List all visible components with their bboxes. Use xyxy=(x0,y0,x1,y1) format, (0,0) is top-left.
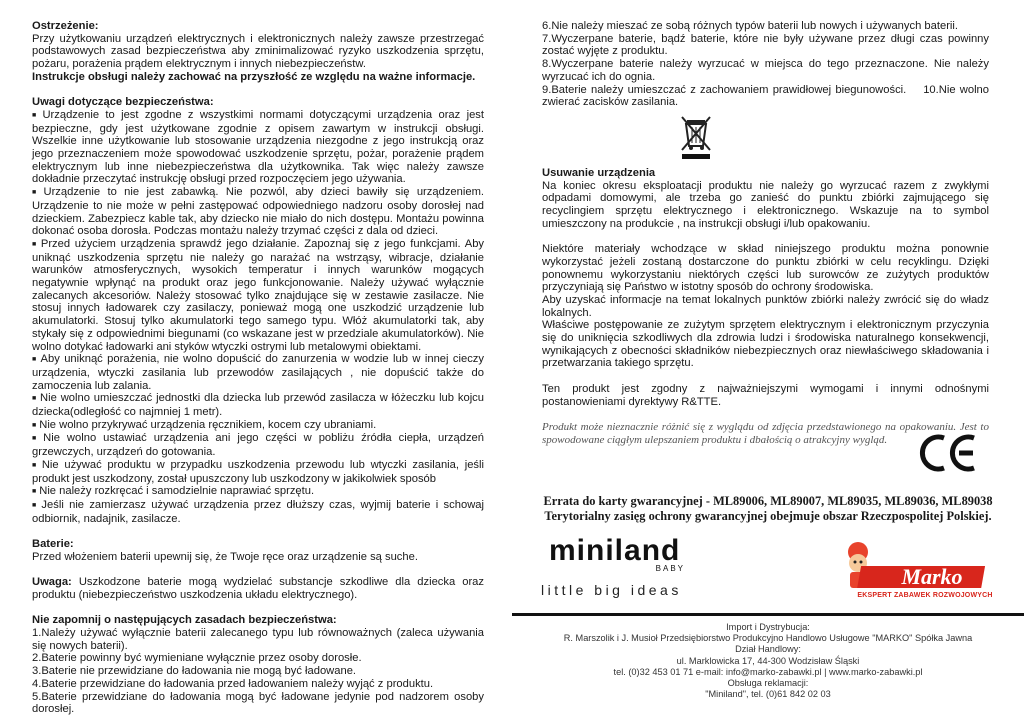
safety-item: ■ Nie wolno umieszczać jednostki dla dziecka lub przewód zasilacza w łóżeczku lub kojcu dziecka(odległość co najmniej 1 metr). xyxy=(32,392,484,419)
safety-item: ■ Nie należy rozkręcać i samodzielnie naprawiać sprzętu. xyxy=(32,485,315,498)
safety-item: ■ Jeśli nie zamierzasz używać urządzenia przez dłuższy czas, wyjmij baterie i schowaj odbiornik, nadajnik, zasilacze. xyxy=(32,499,484,525)
footer-line: ul. Marklowicka 17, 44-300 Wodzisław Śląski xyxy=(676,655,860,666)
errata-line-1: Errata do karty gwarancyjnej - ML89006, ML89007, ML89035, ML89036, ML89038 xyxy=(543,494,993,508)
footer xyxy=(512,622,1024,700)
rule-item: 5.Baterie przewidziane do ładowania mogą być ładowane jedynie pod nadzorem osoby dorosłej. xyxy=(32,690,484,716)
bullet-icon: ■ xyxy=(32,488,37,496)
batteries-title: Baterie: xyxy=(32,538,74,551)
bullet-icon: ■ xyxy=(32,421,37,429)
bullet-icon: ■ xyxy=(32,395,38,403)
rule-item: 7.Wyczerpane baterie, bądź baterie, które nie były używane przez długi czas powinny zostać wyjęte z produktu. xyxy=(542,32,989,58)
right-column xyxy=(542,20,989,447)
bullet-icon: ■ xyxy=(32,356,38,364)
disclaimer-text: Produkt może nieznacznie różnić się z wyglądu od zdjęcia przedstawionego na opakowaniu. Jest to spowodowane ciągłym ulepszaniem produktu i dbałością o atrakcyjny wygląd. xyxy=(542,420,989,446)
batteries-text: Przed włożeniem baterii upewnij się, że Twoje ręce oraz urządzenie są suche. xyxy=(32,550,418,563)
left-column xyxy=(32,20,484,716)
safety-item: ■ Przed użyciem urządzenia sprawdź jego działanie. Zapoznaj się z jego funkcjami. Aby uniknąć uszkodzenia sprzętu nie należy go narażać na wstrząsy, wibracje, działanie warunków atmosferycznych, wysokich temperatur i innych warunków mogących negatywnie wpłynąć na produkt oraz jego funkcjonowanie. Należy używać wyłącznie zalecanych akcesoriów. Należy stosować tylko znajdujące się w zestawie zasilacze. Nie stosuj innych ładowarek czy zasilaczy, ponieważ mogą one uszkodzić urządzenie lub akumulatorki. Stosuj tylko akumulatorki tego samego typu. Włóż akumulatorki tak, aby stykały się z odpowiednimi biegunami (co wskazane jest w przedziale akumulatorków). Nie wolno dotykać ładowarki ani styków wtyczki ostrymi lub metalowymi obiektami. xyxy=(32,237,485,353)
errata-line-2: Terytorialny zasięg ochrony gwarancyjnej obejmuje obszar Rzeczpospolitej Polskiej. xyxy=(544,509,992,523)
safety-title: Uwagi dotyczące bezpieczeństwa: xyxy=(32,96,214,109)
ce-mark-icon xyxy=(918,432,978,474)
bullet-icon: ■ xyxy=(32,502,39,509)
rule-item: 4.Baterie przewidziane do ładowania przed ładowaniem należy wyjąć z produktu. xyxy=(32,677,434,690)
footer-line: R. Marszolik i J. Musioł Przedsiębiorstwo Produkcyjno Handlowo Usługowe "MARKO" Spółka Jawna xyxy=(563,633,973,644)
warning-text: Przy użytkowaniu urządzeń elektrycznych i elektronicznych należy zawsze przestrzegać podstawowych zasad bezpieczeństwa aby zminimalizować ryzyko uszkodzenia sprzętu, pożaru, porażenia prądem elektrycznym i innych niebezpieczeństw. xyxy=(32,32,484,71)
disposal-paragraph: Właściwe postępowanie ze zużytym sprzętem elektrycznym i elektronicznym przyczynia się do uniknięcia szkodliwych dla zdrowia ludzi i środowiska naturalnego konsekwencji, wynikających z obecności składników niebezpiecznych oraz niewłaściwego składowania i przetwarzania takiego sprzętu. xyxy=(542,319,989,370)
footer-line: Import i Dystrybucja: xyxy=(726,622,810,632)
warning-title: Ostrzeżenie: xyxy=(32,20,99,32)
footer-line: tel. (0)32 453 01 71 e-mail: info@marko-zabawki.pl | www.marko-zabawki.pl xyxy=(613,666,923,677)
rule-item: 2.Baterie powinny być wymieniane wyłącznie przez osoby dorosłe. xyxy=(32,652,362,665)
marko-logo: Marko EKSPERT ZABAWEK ROZWOJOWYCH xyxy=(836,538,996,604)
rule-item: 9.Baterie należy umieszczać z zachowaniem prawidłowej biegunowości. 10.Nie wolno zwierać zacisków zasilania. xyxy=(542,83,990,109)
footer-line: "Miniland", tel. (0)61 842 02 03 xyxy=(705,689,831,700)
disposal-paragraph: Niektóre materiały wchodzące w skład niniejszego produktu można ponownie wykorzystać jeżeli zostaną dostarczone do punktu zbiórki w celu recyklingu. Dzięki ponownemu wykorzystaniu niektórych części lub surowców ze zużytych produktów przyczyniają się Państwo w istotny sposób do ochrony środowiska. xyxy=(542,243,989,294)
compliance-text: Ten produkt jest zgodny z najważniejszymi wymogami i innymi odnośnymi postanowieniami dyrektywy R&TTE. xyxy=(542,382,989,408)
bullet-icon: ■ xyxy=(32,461,39,469)
bullet-icon: ■ xyxy=(32,435,41,443)
safety-item: ■ Urządzenie to jest zgodne z wszystkimi normami dotyczącymi urządzenia oraz jest bezpieczne, gdy jest użytkowane zgodnie z opisem zawartym w instrukcji obsługi. Wszelkie inne użytkowanie lub stosowanie urządzenia niezgodne z jego instrukcją oraz jego przeznaczeniem może spowodować uszkodzenie sprzętu, pożar, porażenie prądem elektrycznym lub inne niebezpieczeństwa dla użytkownika. Tak więc należy zawsze dokładnie przeczytać instrukcję obsługi przed rozpoczęciem jego używania. xyxy=(32,108,484,186)
safety-item: ■ Urządzenie to nie jest zabawką. Nie pozwól, aby dzieci bawiły się urządzeniem. Urządzenie to nie może w pełni zastępować odpowiedniego nadzoru osoby dorosłej nad dzieckiem. Zabezpiecz kable tak, aby dziecko nie miało do nich dostępu. Montażu powinna dokonać osoba dorosła. Podczas montażu należy trzymać części z dala od dzieci. xyxy=(32,186,484,238)
safety-item: ■ Aby uniknąć porażenia, nie wolno dopuścić do zanurzenia w wodzie lub w innej cieczy urządzenia, wtyczki zasilania lub przewodów zasilających , nie dopuścić także do zamoczenia lub zalania. xyxy=(32,353,484,392)
footer-divider xyxy=(512,613,1024,616)
warning-bold: Instrukcje obsługi należy zachować na przyszłość ze względu na ważne informacje. xyxy=(32,70,476,83)
crossed-out-wheelie-bin-icon xyxy=(678,114,714,160)
rules-title: Nie zapomnij o następujących zasadach bezpieczeństwa: xyxy=(32,614,337,627)
disposal-paragraph: Na koniec okresu eksploatacji produktu nie należy go wyrzucać razem z zwykłymi odpadami domowymi, ale trzeba go zanieść do punktu zbiórki zajmującego się recyclingiem sprzętu elektrycznego i elektronicznego. Wskazuje na to symbol umieszczony na produkcie , na instrukcji obsługi i/lub opakowaniu. xyxy=(542,179,989,230)
footer-line: Obsługa reklamacji: xyxy=(727,678,809,689)
bullet-icon: ■ xyxy=(32,111,40,119)
disposal-paragraph: Aby uzyskać informacje na temat lokalnych punktów zbiórki należy zwrócić się do władz lokalnych. xyxy=(542,293,989,319)
rule-item: 6.Nie należy mieszać ze sobą różnych typów baterii lub nowych i używanych baterii. xyxy=(542,20,958,32)
rule-item: 3.Baterie nie przewidziane do ładowania nie mogą być ładowane. xyxy=(32,665,357,678)
caution-paragraph: Uwaga: Uszkodzone baterie mogą wydzielać substancje szkodliwe dla dziecka oraz produktu (niebezpieczeństwo uszkodzenia układu elektrycznego). xyxy=(32,576,485,601)
miniland-logo: miniland BABY xyxy=(549,534,685,573)
rule-item: 8.Wyczerpane baterie należy wyrzucać w miejsca do tego przeznaczone. Nie należy wyrzucać ich do ognia. xyxy=(542,58,989,83)
bullet-icon: ■ xyxy=(32,189,41,197)
footer-line: Dział Handlowy: xyxy=(735,644,801,655)
safety-item: ■ Nie wolno ustawiać urządzenia ani jego części w pobliżu źródła ciepła, urządzeń grzewczych, urządzeń do gotowania. xyxy=(32,432,485,459)
safety-item: ■ Nie używać produktu w przypadku uszkodzenia przewodu lub wtyczki zasilania, jeśli produkt jest uszkodzony, został upuszczony lub uszkodzony w jakikolwiek sposób xyxy=(32,458,484,485)
safety-item: ■ Nie wolno przykrywać urządzenia ręcznikiem, kocem czy ubraniami. xyxy=(32,418,377,431)
bullet-icon: ■ xyxy=(32,240,38,248)
disposal-title: Usuwanie urządzenia xyxy=(542,166,656,179)
rule-item: 1.Należy używać wyłącznie baterii zalecanego typu lub równoważnych (zaleca używania się nowych baterii). xyxy=(32,626,484,652)
errata-block xyxy=(512,494,1024,524)
miniland-slogan: little big ideas xyxy=(541,582,682,598)
